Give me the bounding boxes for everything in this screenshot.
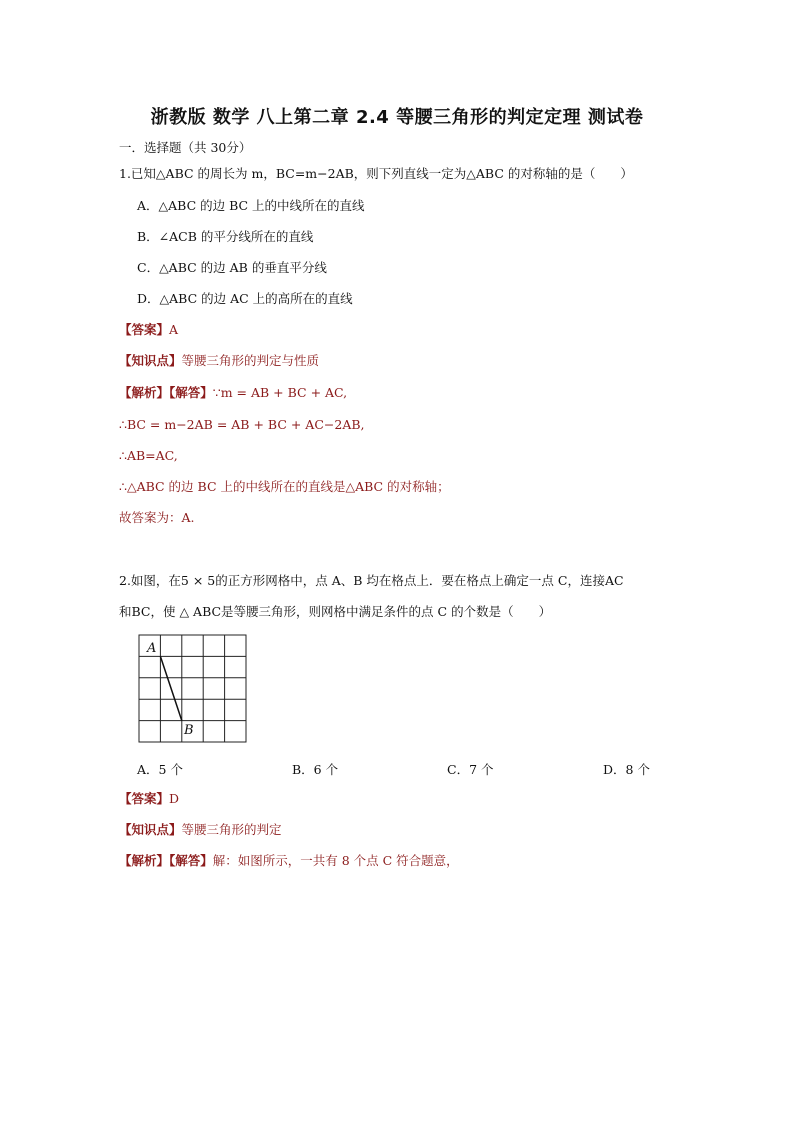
grid-svg: [138, 634, 248, 744]
point-a-label: A: [147, 641, 157, 656]
page-title: 浙教版 数学 八上第二章 2.4 等腰三角形的判定定理 测试卷: [150, 107, 644, 128]
q1-answer: 【答案】A: [119, 322, 179, 337]
q1-option-a: A．△ABC 的边 BC 上的中线所在的直线: [137, 198, 365, 213]
q2-option-b: B．6 个: [292, 762, 339, 777]
q1-option-b: B．∠ACB 的平分线所在的直线: [137, 229, 314, 244]
q1-solution-line-4: ∴△ABC 的边 BC 上的中线所在的直线是△ABC 的对称轴；: [119, 479, 450, 494]
segment-ab: [160, 656, 181, 720]
q1-solution-line-2: ∴BC = m−2AB = AB + BC + AC−2AB,: [119, 417, 365, 432]
q2-option-d: D．8 个: [603, 762, 650, 777]
q1-knowledge-point: 【知识点】等腰三角形的判定与性质: [119, 353, 320, 368]
q2-solution: 【解析】【解答】解：如图所示，一共有 8 个点 C 符合题意，: [119, 853, 459, 868]
q2-option-c: C．7 个: [447, 762, 494, 777]
q1-option-c: C．△ABC 的边 AB 的垂直平分线: [137, 260, 327, 275]
q1-option-d: D．△ABC 的边 AC 上的高所在的直线: [137, 291, 353, 306]
grid-figure: [138, 634, 248, 744]
q2-answer: 【答案】D: [119, 791, 180, 806]
section-heading: 一．选择题（共 30分）: [119, 140, 252, 155]
point-b-label: B: [184, 723, 194, 738]
q1-solution-line-1: 【解析】【解答】∵m = AB + BC + AC,: [119, 385, 348, 400]
q1-solution-line-5: 故答案为：A.: [119, 510, 195, 525]
q2-knowledge-point: 【知识点】等腰三角形的判定: [119, 822, 282, 837]
q2-stem-line-1: 2.如图，在5 × 5的正方形网格中，点 A、B 均在格点上．要在格点上确定一点 C，连接AC: [119, 573, 624, 588]
q1-solution-line-3: ∴AB=AC,: [119, 448, 178, 463]
q1-stem: 1.已知△ABC 的周长为 m，BC=m−2AB，则下列直线一定为△ABC 的对称轴的是（ ）: [119, 166, 633, 181]
q2-option-a: A．5 个: [137, 762, 183, 777]
q2-stem-line-2: 和BC，使 △ ABC是等腰三角形，则网格中满足条件的点 C 的个数是（ ）: [119, 604, 552, 619]
